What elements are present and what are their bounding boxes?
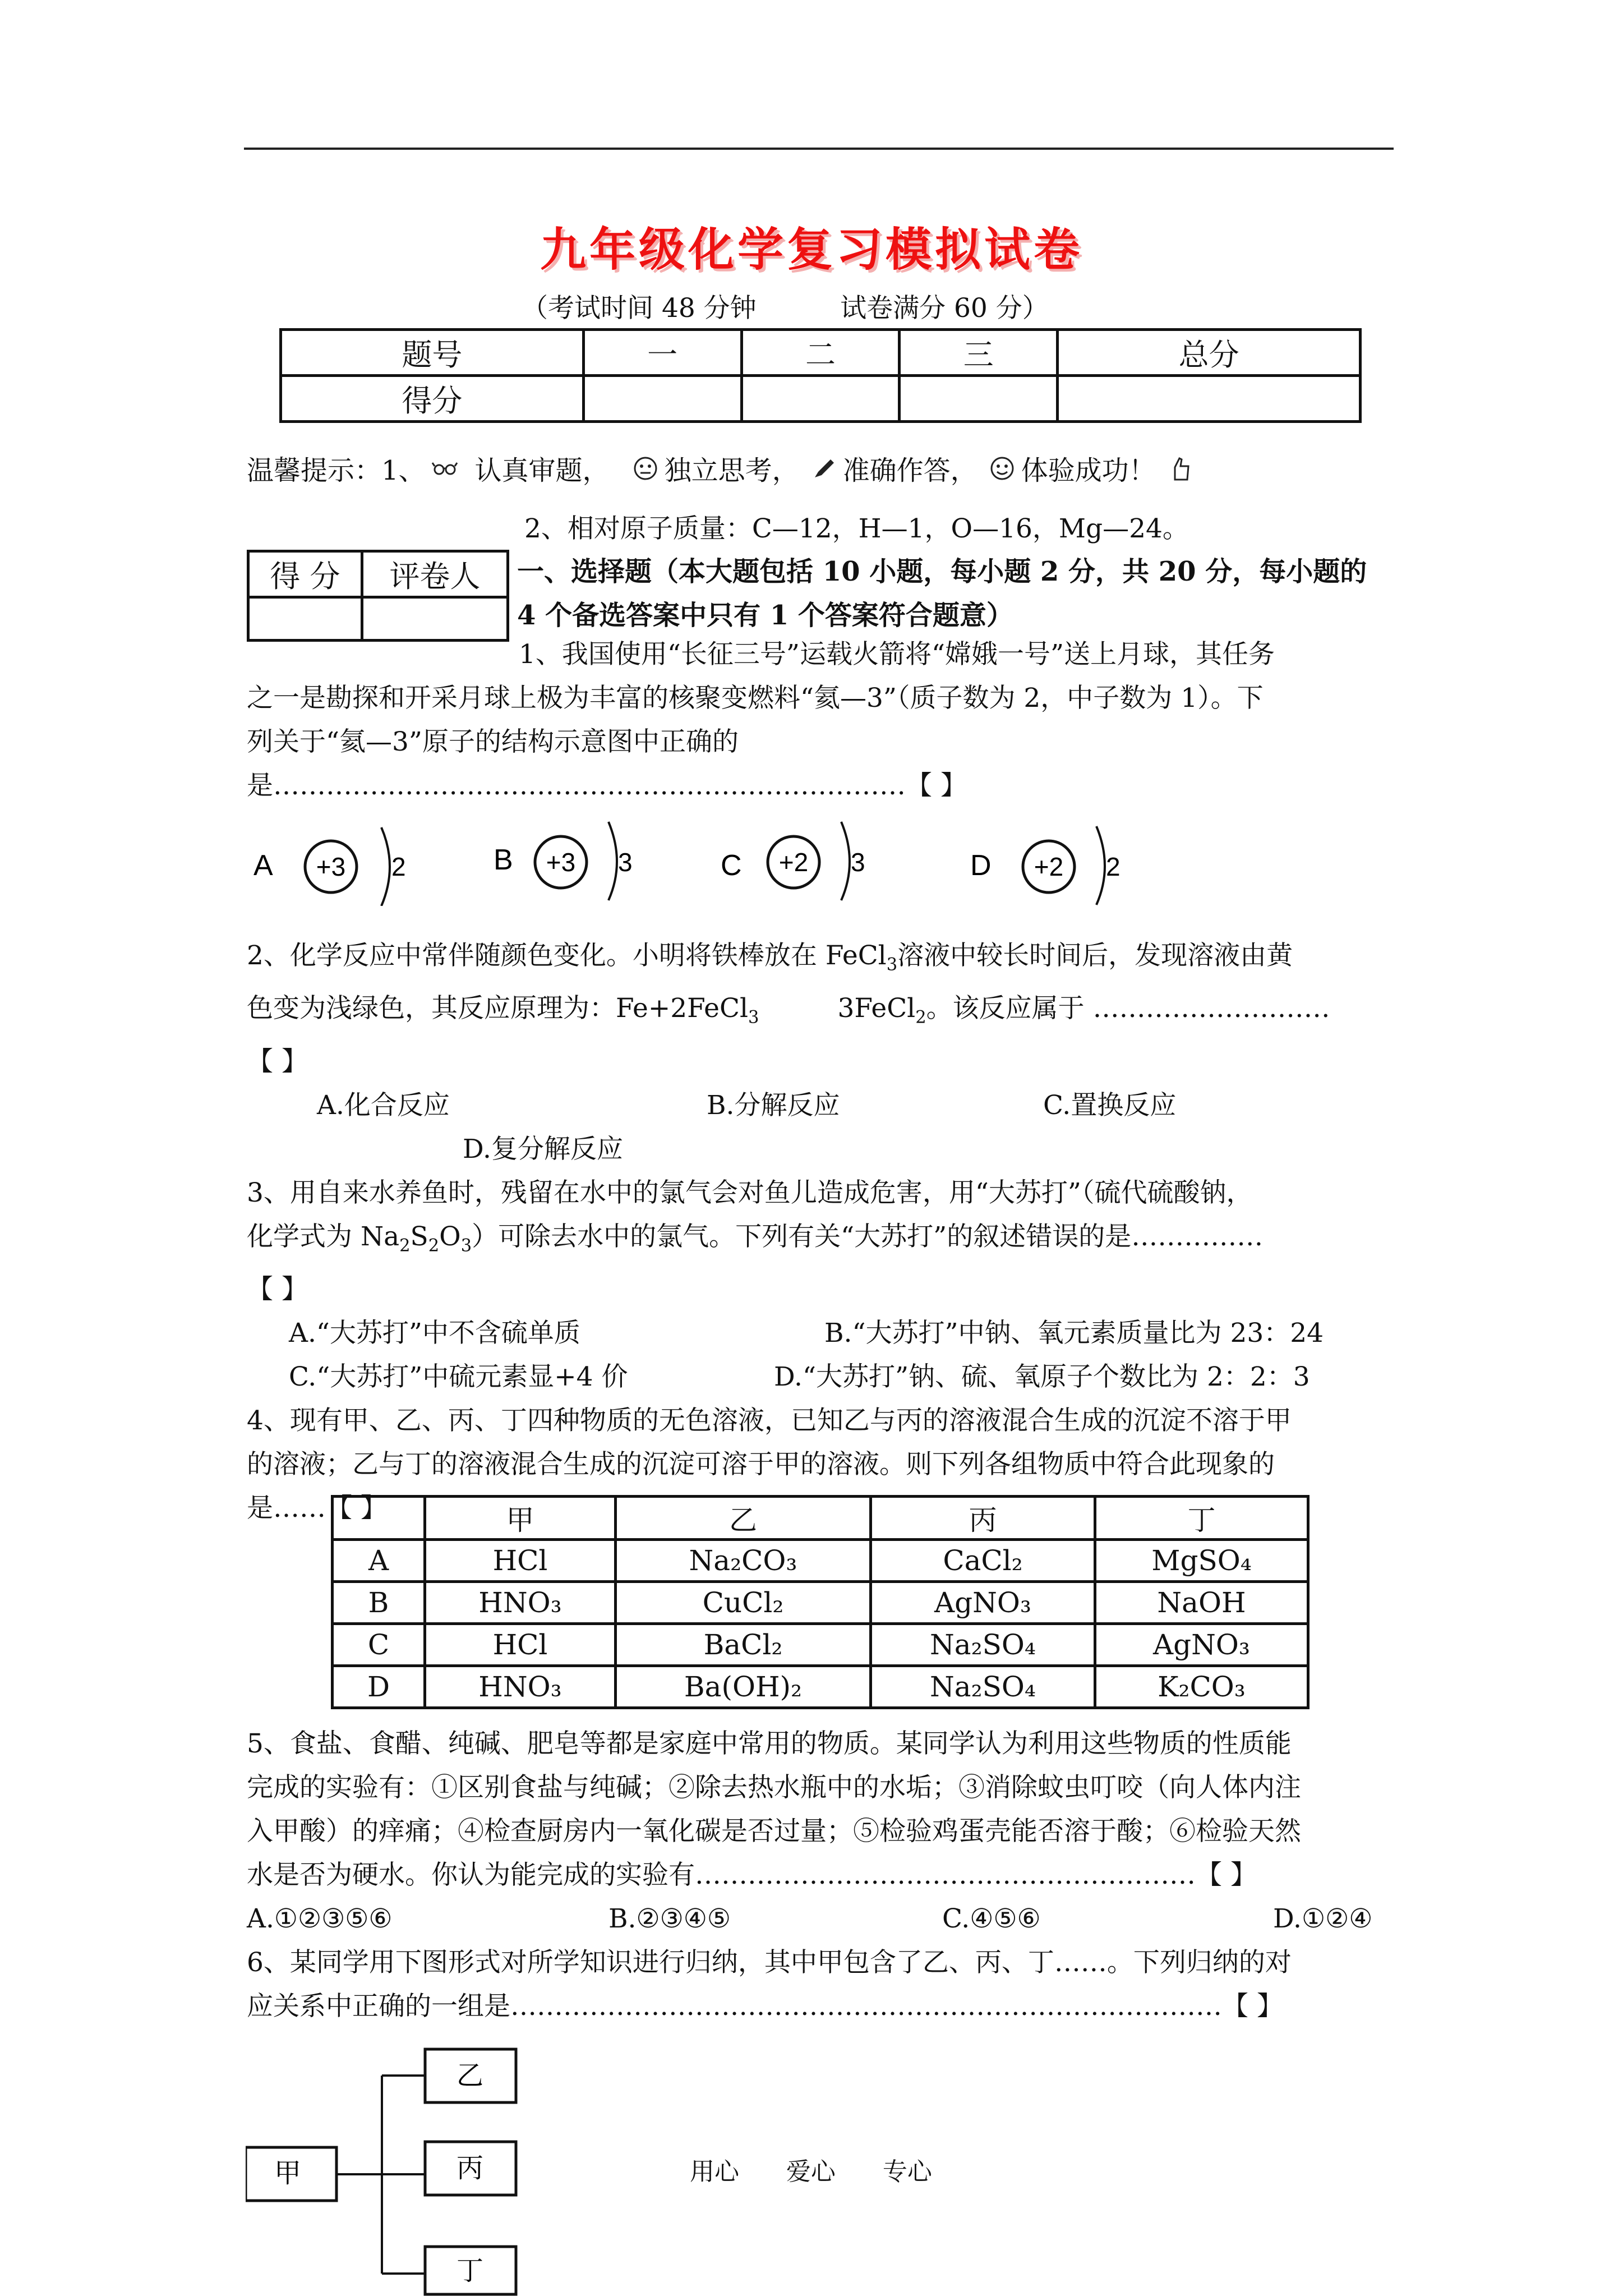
- q3-line: 化学式为 $Na_2S_2O_3$）可除去水中的氯气。下列有关“大苏打”的叙述错误的是……………: [247, 1221, 1264, 1256]
- nucleus-charge: +3: [316, 852, 346, 881]
- q4-line: 是……【 】: [247, 1493, 387, 1524]
- q2-bracket: 【 】: [247, 1046, 308, 1077]
- tip-item: 独立思考，: [664, 455, 799, 486]
- thinking-face-icon: [632, 455, 659, 482]
- q5-option: D.①②④: [1273, 1903, 1373, 1934]
- table-header: [333, 1497, 425, 1540]
- score-cell: [900, 376, 1058, 422]
- grade-label: 得 分: [248, 551, 362, 597]
- score-header-cell: 三: [900, 330, 1058, 376]
- q5-option: A.①②③⑤⑥: [247, 1903, 393, 1934]
- electron-count: 3: [618, 848, 633, 877]
- pen-icon: [810, 455, 837, 482]
- nucleus-charge: +2: [1034, 852, 1064, 881]
- q6-line: 6、某同学用下图形式对所学知识进行归纳，其中甲包含了乙、丙、丁……。下列归纳的对: [247, 1947, 1292, 1978]
- reagent-table: [331, 1495, 1310, 1709]
- question-2: [247, 934, 1396, 1530]
- tip-item: 体验成功！: [1021, 455, 1156, 486]
- score-cell: [741, 376, 900, 422]
- tips-line: [247, 449, 1200, 487]
- table-header: 丁: [1095, 1497, 1308, 1540]
- q2-option: B.分解反应: [707, 1089, 840, 1121]
- page-title: 九年级化学复习模拟试卷: [540, 223, 1083, 277]
- option-letter: C: [721, 849, 742, 882]
- table-row: A HCl Na₂CO₃ CaCl₂ MgSO₄: [333, 1540, 1308, 1582]
- q2-option: D.复分解反应: [463, 1133, 623, 1165]
- table-header: 丙: [871, 1497, 1095, 1540]
- glasses-icon: [431, 455, 458, 482]
- q6-line: 应关系中正确的一组是………………………………………………………………………【 】: [247, 1991, 1283, 2022]
- table-row: B HNO₃ CuCl₂ AgNO₃ NaOH: [333, 1582, 1308, 1624]
- question-5: [247, 1722, 1396, 2028]
- atom-structure-options: [247, 816, 1256, 906]
- atom-option-d: [970, 826, 1121, 905]
- electron-count: 3: [851, 848, 865, 877]
- exam-info: （考试时间 48 分钟 试卷满分 60 分）: [522, 293, 1049, 324]
- q3-bracket: 【 】: [247, 1274, 308, 1305]
- tree-child-label: 丙: [456, 2154, 484, 2183]
- score-header-cell: 二: [741, 330, 900, 376]
- option-letter: B: [494, 844, 513, 876]
- header-rule: [244, 148, 1394, 150]
- page-footer: 用心 爱心 专心: [690, 2157, 932, 2186]
- q2-option: C.置换反应: [1043, 1089, 1177, 1121]
- q5-line: 5、食盐、食醋、纯碱、肥皂等都是家庭中常用的物质。某同学认为利用这些物质的性质能: [247, 1728, 1292, 1759]
- atom-option-c: [721, 822, 865, 900]
- score-cell: [583, 376, 741, 422]
- section-heading: 一、选择题（本大题包括 10 小题，每小题 2 分，共 20 分，每小题的 4 个备选答案中只有 1 个答案符合题意）: [517, 556, 1367, 631]
- tips-prefix: 温馨提示：1、: [247, 455, 426, 486]
- q1-line: 是………………………………………………………………【 】: [247, 770, 967, 801]
- table-row: D HNO₃ Ba(OH)₂ Na₂SO₄ K₂CO₃: [333, 1666, 1308, 1708]
- q4-line: 4、现有甲、乙、丙、丁四种物质的无色溶液，已知乙与丙的溶液混合生成的沉淀不溶于甲: [247, 1405, 1292, 1437]
- table-row: C HCl BaCl₂ Na₂SO₄ AgNO₃: [333, 1624, 1308, 1666]
- electron-count: 2: [391, 852, 406, 881]
- q5-option: B.②③④⑤: [608, 1903, 731, 1934]
- q3-option: A.“大苏打”中不含硫单质: [289, 1318, 580, 1349]
- smile-face-icon: [989, 455, 1016, 482]
- tip-item: 准确作答，: [842, 455, 978, 486]
- q3-line: 3、用自来水养鱼时，残留在水中的氯气会对鱼儿造成危害，用“大苏打”（硫代硫酸钠，: [247, 1177, 1253, 1208]
- q3-option: D.“大苏打”钠、硫、氧原子个数比为 2：2：3: [774, 1361, 1310, 1393]
- option-letter: A: [253, 849, 273, 882]
- atomic-mass-line: 2、相对原子质量：C—12，H—1，O—16，Mg—24。: [524, 513, 1189, 544]
- question-1: [247, 633, 1396, 808]
- q1-line: 1、我国使用“长征三号”运载火箭将“嫦娥一号”送上月球，其任务: [519, 639, 1275, 670]
- q5-line: 水是否为硬水。你认为能完成的实验有…………………………………………………【 】: [247, 1860, 1257, 1890]
- q4-line: 的溶液；乙与丁的溶液混合生成的沉淀可溶于甲的溶液。则下列各组物质中符合此现象的: [247, 1449, 1275, 1480]
- score-header-cell: 题号: [281, 330, 584, 376]
- option-letter: D: [970, 849, 992, 882]
- score-cell: [1058, 376, 1361, 422]
- atom-option-b: [494, 822, 633, 900]
- q5-line: 完成的实验有：①区别食盐与纯碱；②除去热水瓶中的水垢；③消除蚊虫叮咬（向人体内注: [247, 1772, 1301, 1803]
- q3-option: B.“大苏打”中钠、氧元素质量比为 23：24: [824, 1318, 1324, 1349]
- table-header: 甲: [425, 1497, 616, 1540]
- q3-option: C.“大苏打”中硫元素显+4 价: [289, 1361, 628, 1393]
- tip-item: 认真审题，: [474, 455, 610, 486]
- q5-line: 入甲酸）的痒痛；④检查厨房内一氧化碳是否过量；⑤检验鸡蛋壳能否溶于酸；⑥检验天然: [247, 1816, 1301, 1847]
- q2-option: A.化合反应: [317, 1089, 450, 1121]
- classification-tree-diagram: [246, 2042, 537, 2296]
- atom-option-a: [253, 827, 406, 906]
- tree-root-label: 甲: [274, 2159, 302, 2188]
- q2-line: 色变为浅绿色，其反应原理为：Fe+2FeCl$_3$ 3FeCl$_2$。该反应属于 ………………………: [247, 993, 1330, 1028]
- q1-line: 之一是勘探和开采月球上极为丰富的核聚变燃料“氦—3”（质子数为 2，中子数为 1）。下: [247, 683, 1264, 714]
- thumbs-up-icon: [1167, 455, 1194, 482]
- score-header-cell: 总分: [1058, 330, 1361, 376]
- score-row-label: 得分: [281, 376, 584, 422]
- q5-option: C.④⑤⑥: [942, 1903, 1041, 1934]
- score-table: [279, 328, 1362, 423]
- electron-count: 2: [1106, 852, 1121, 881]
- grader-label: 评卷人: [362, 551, 508, 597]
- grader-table: [247, 550, 509, 642]
- tree-child-label: 乙: [456, 2061, 484, 2091]
- score-header-cell: 一: [583, 330, 741, 376]
- q2-line: 2、化学反应中常伴随颜色变化。小明将铁棒放在 FeCl$_3$溶液中较长时间后，发现溶液由黄: [247, 940, 1293, 975]
- tree-child-label: 丁: [456, 2256, 484, 2286]
- table-header: 乙: [616, 1497, 871, 1540]
- nucleus-charge: +2: [778, 848, 809, 877]
- q1-line: 列关于“氦—3”原子的结构示意图中正确的: [247, 726, 739, 757]
- nucleus-charge: +3: [546, 848, 576, 877]
